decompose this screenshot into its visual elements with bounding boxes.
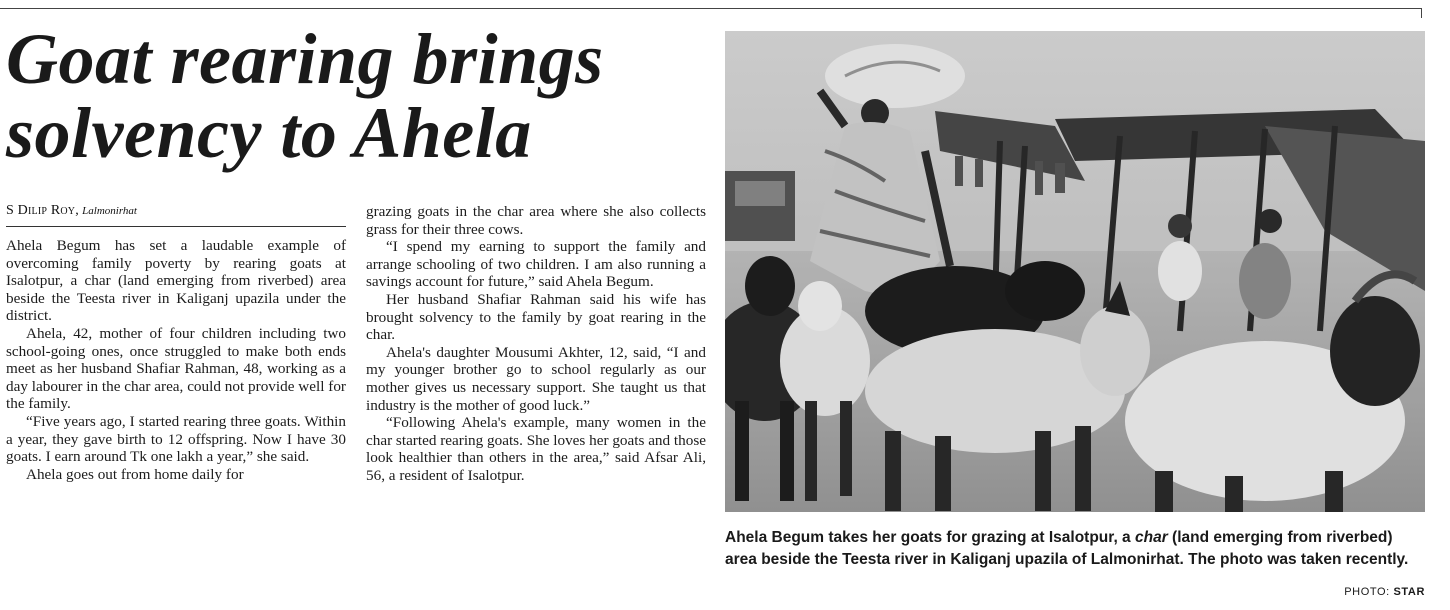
- caption-text-2: (land emerging from riverbed) area beside the Teesta river in Kaliganj upazila of Lalmonirhat. The photo was taken recently.: [725, 529, 1409, 568]
- credit-label: PHOTO:: [1344, 586, 1394, 598]
- photo-goats-woman-icon: [725, 31, 1425, 512]
- headline-line-1: Goat rearing brings: [6, 19, 604, 99]
- top-rule-edge: [1421, 8, 1422, 18]
- byline-location: Lalmonirhat: [82, 205, 137, 217]
- paragraph: Ahela's daughter Mousumi Akhter, 12, said, “I and my younger brother go to school regularly as our mother gives us necessary support. She taught us that industry is the mother of good luck.”: [366, 343, 706, 414]
- caption-text-1: Ahela Begum takes her goats for grazing at Isalotpur, a: [725, 529, 1135, 546]
- byline: [6, 202, 346, 227]
- photo-caption: [725, 527, 1425, 571]
- paragraph: Her husband Shafiar Rahman said his wife has brought solvency to the family by goat rearing in the char.: [366, 290, 706, 344]
- top-rule: [0, 8, 1422, 9]
- paragraph: Ahela Begum has set a laudable example of overcoming family poverty by rearing goats at Isalotpur, a char (land emerging from riverbed) area beside the Teesta river in Kaliganj upazila under the district.: [6, 237, 346, 325]
- article-column-2: [366, 203, 706, 485]
- credit-source: STAR: [1393, 586, 1425, 598]
- photo-credit: [1300, 586, 1425, 598]
- article-column-1: [6, 237, 346, 483]
- paragraph: “I spend my earning to support the family and arrange schooling of two children. I am also running a savings account for future,” said Ahela Begum.: [366, 238, 706, 291]
- paragraph: Ahela goes out from home daily for: [26, 465, 244, 483]
- paragraph: “Following Ahela's example, many women in the char started rearing goats. She loves her goats and those look healthier than others in the area,” said Afsar Ali, 56, a resident of Isalotpur.: [366, 414, 706, 484]
- byline-author: S Dilip Roy,: [6, 203, 79, 218]
- caption-italic: char: [1135, 529, 1168, 546]
- paragraph: grazing goats in the char area where she also collects grass for their three cows.: [366, 203, 706, 238]
- headline: [6, 19, 706, 173]
- paragraph: “Five years ago, I started rearing three goats. Within a year, they gave birth to 12 offspring. Now I have 30 goats. I earn around Tk one lakh a year,” she said.: [6, 412, 346, 466]
- news-photo: [725, 31, 1425, 512]
- headline-line-2: solvency to Ahela: [6, 93, 532, 173]
- paragraph: Ahela, 42, mother of four children including two school-going ones, once struggled to make both ends meet as her husband Shafiar Rahman, 48, working as a day labourer in the char area, could not provide well for the family.: [6, 324, 346, 413]
